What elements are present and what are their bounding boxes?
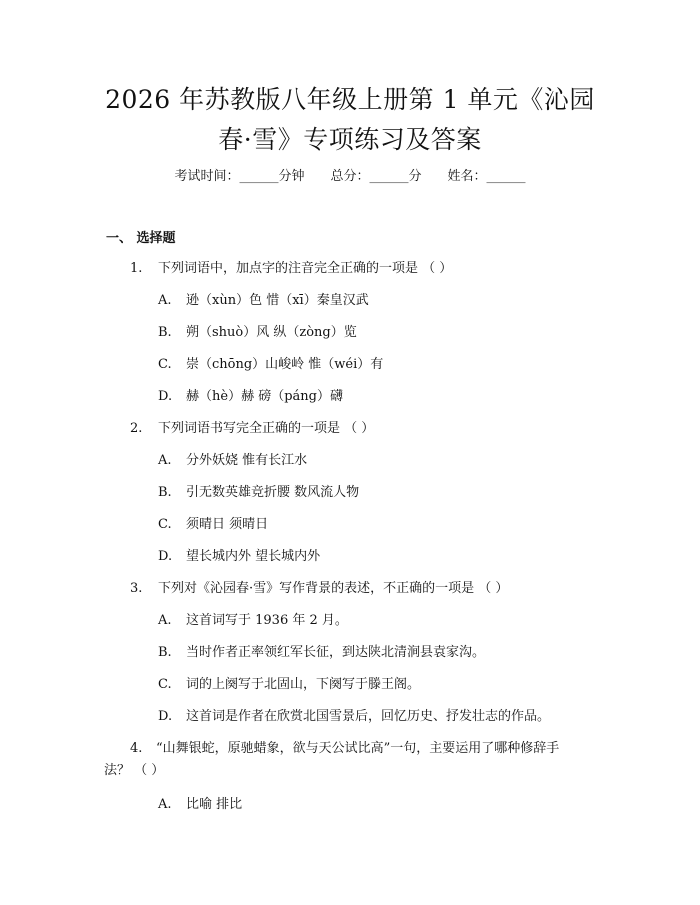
question-text: 下列对《沁园春·雪》写作背景的表述，不正确的一项是 （ ） <box>158 581 509 596</box>
title-line-2: 春·雪》专项练习及答案 <box>218 125 482 154</box>
question-number: 1. <box>130 261 143 276</box>
option-label: B. <box>158 325 172 340</box>
question-number: 2. <box>130 421 143 436</box>
section-heading: 一、 选择题 <box>106 231 176 246</box>
option-label: A. <box>158 797 172 812</box>
exam-score: 总分：______分 <box>330 169 422 184</box>
exam-info <box>0 167 700 187</box>
option-text: 这首词写于 1936 年 2 月。 <box>186 613 348 628</box>
option-text: 分外妖娆 惟有长江水 <box>186 453 308 468</box>
option-label: A. <box>158 453 172 468</box>
option-label: A. <box>158 613 172 628</box>
option-label: B. <box>158 485 172 500</box>
option-label: D. <box>158 389 173 404</box>
option-text: 逊（xùn）色 惜（xī）秦皇汉武 <box>186 293 369 308</box>
option-text: 词的上阕写于北固山，下阕写于滕王阁。 <box>186 677 421 692</box>
option-text: 比喻 排比 <box>186 797 243 812</box>
option-label: B. <box>158 645 172 660</box>
question-text: 下列词语书写完全正确的一项是 （ ） <box>158 421 375 436</box>
option-text: 这首词是作者在欣赏北国雪景后，回忆历史、抒发壮志的作品。 <box>186 709 551 724</box>
option-text: 望长城内外 望长城内外 <box>186 549 321 564</box>
option-label: C. <box>158 357 172 372</box>
option-label: C. <box>158 677 172 692</box>
option-text: 朔（shuò）风 纵（zòng）览 <box>186 325 357 340</box>
option-label: A. <box>158 293 172 308</box>
question-text-continued: 法？ （ ） <box>104 763 165 778</box>
question-number: 4. <box>130 741 143 756</box>
exam-time: 考试时间：______分钟 <box>174 169 305 184</box>
question-text: 下列词语中，加点字的注音完全正确的一项是 （ ） <box>158 261 453 276</box>
question-text: “山舞银蛇，原驰蜡象，欲与天公试比高”一句，主要运用了哪种修辞手 <box>156 741 560 756</box>
option-text: 当时作者正率领红军长征，到达陕北清涧县袁家沟。 <box>186 645 486 660</box>
student-name: 姓名：______ <box>447 169 526 184</box>
option-text: 崇（chōng）山峻岭 惟（wéi）有 <box>186 357 384 372</box>
option-label: C. <box>158 517 172 532</box>
option-label: D. <box>158 709 173 724</box>
page-title <box>80 80 620 160</box>
option-text: 赫（hè）赫 磅（páng）礴 <box>186 389 343 404</box>
option-label: D. <box>158 549 173 564</box>
option-text: 须晴日 须晴日 <box>186 517 269 532</box>
option-text: 引无数英雄竞折腰 数风流人物 <box>186 485 360 500</box>
question-number: 3. <box>130 581 143 596</box>
title-line-1: 2026 年苏教版八年级上册第 1 单元《沁园 <box>105 85 595 114</box>
